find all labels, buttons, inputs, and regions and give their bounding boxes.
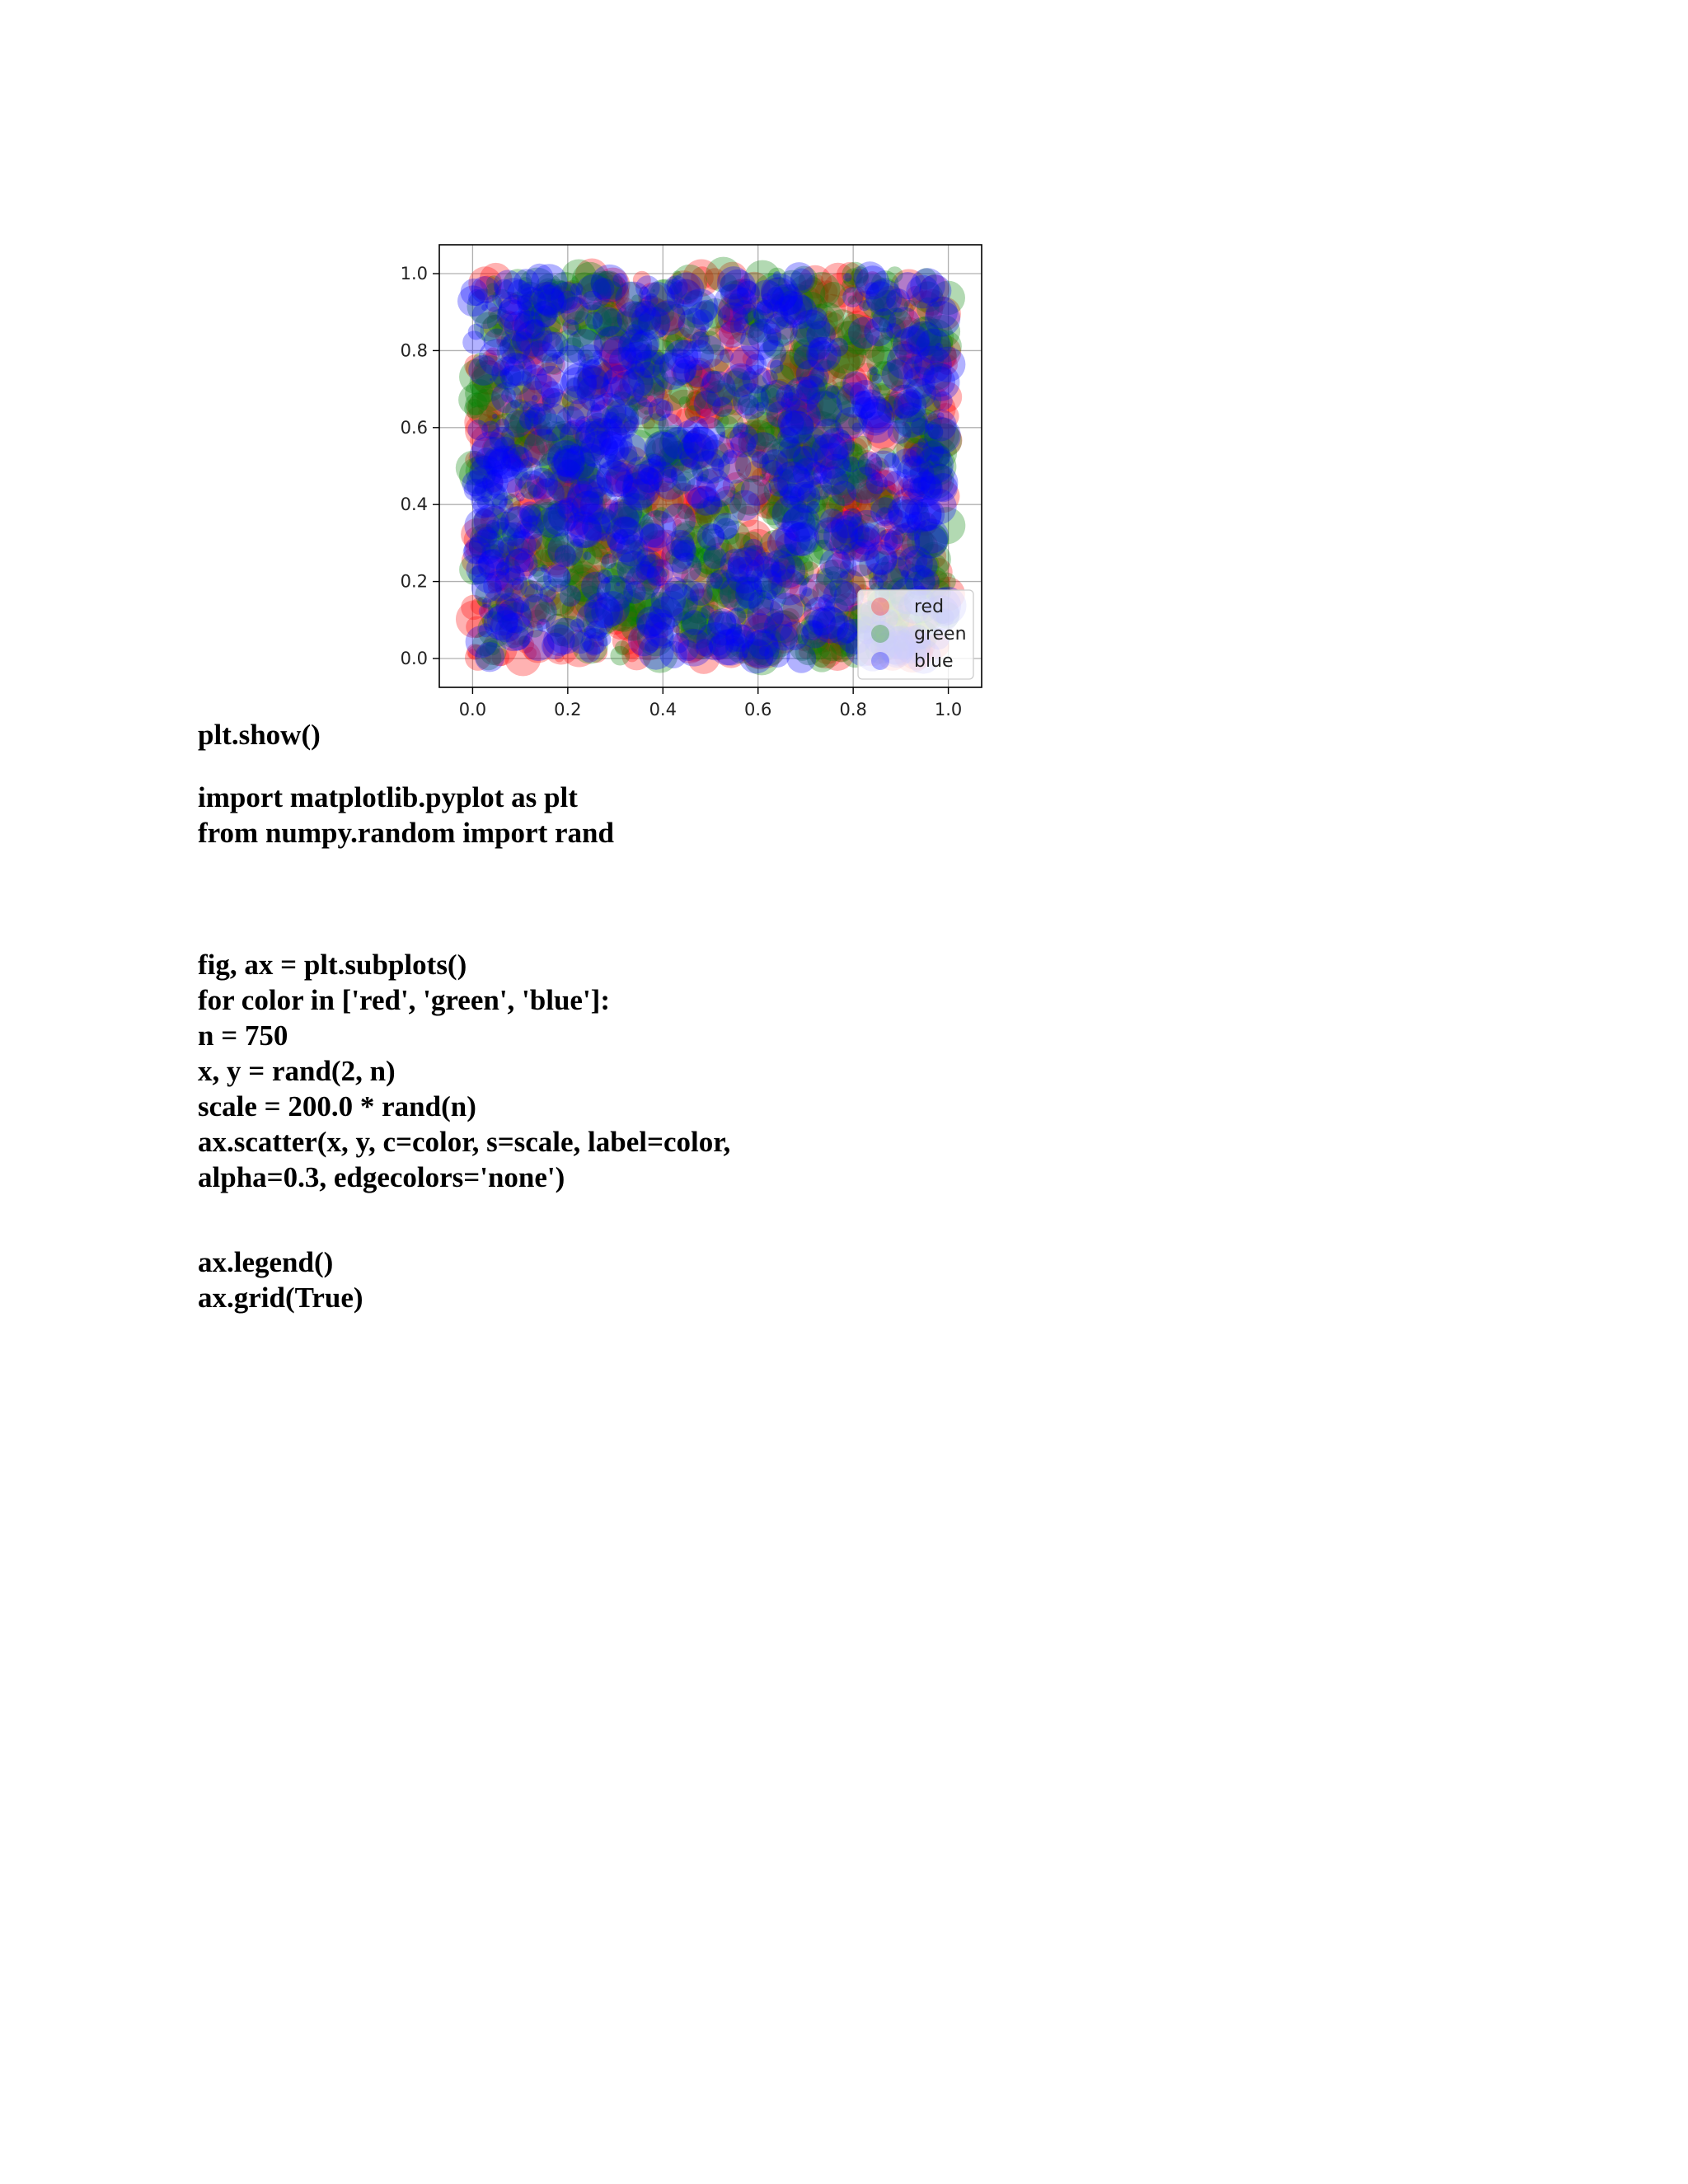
- scatter-point-blue: [809, 367, 829, 387]
- scatter-point-blue: [604, 577, 610, 583]
- scatter-point-blue: [623, 479, 655, 511]
- scatter-point-blue: [734, 317, 749, 333]
- scatter-point-blue: [568, 478, 604, 514]
- scatter-point-blue: [583, 551, 591, 560]
- y-tick-label: 1.0: [400, 264, 428, 284]
- x-tick-label: 0.2: [554, 700, 582, 719]
- scatter-point-blue: [464, 537, 491, 564]
- scatter-point-blue: [546, 429, 552, 435]
- scatter-point-blue: [528, 567, 551, 590]
- code-line-rand-xy: x, y = rand(2, n): [198, 1055, 396, 1087]
- scatter-point-blue: [741, 476, 771, 506]
- code-line-import-pyplot: import matplotlib.pyplot as plt: [198, 781, 578, 813]
- scatter-point-blue: [812, 606, 846, 640]
- scatter-point-blue: [738, 395, 759, 416]
- scatter-point-blue: [674, 540, 696, 562]
- scatter-point-blue: [595, 591, 630, 626]
- scatter-point-blue: [771, 624, 798, 650]
- scatter-point-blue: [519, 505, 542, 527]
- scatter-point-blue: [663, 469, 678, 484]
- scatter-point-blue: [756, 402, 765, 411]
- scatter-point-green: [615, 640, 630, 655]
- scatter-point-blue: [606, 412, 617, 424]
- scatter-point-blue: [593, 351, 602, 360]
- scatter-point-blue: [615, 282, 651, 318]
- y-tick-label: 0.4: [400, 494, 428, 515]
- code-line-grid: ax.grid(True): [198, 1282, 363, 1314]
- code-line-scatter-args: alpha=0.3, edgecolors='none'): [198, 1161, 565, 1193]
- scatter-point-blue: [748, 590, 774, 616]
- code-line-subplots: fig, ax = plt.subplots(): [198, 949, 467, 981]
- y-tick-label: 0.8: [400, 340, 428, 361]
- scatter-point-blue: [662, 427, 694, 459]
- scatter-point-blue: [937, 412, 945, 419]
- scatter-point-blue: [767, 401, 793, 428]
- code-line-legend: ax.legend(): [198, 1246, 334, 1278]
- scatter-point-blue: [506, 626, 531, 651]
- scatter-point-blue: [922, 440, 944, 462]
- legend-label-blue: blue: [914, 651, 954, 672]
- scatter-point-blue: [570, 516, 603, 548]
- scatter-point-blue: [781, 507, 816, 541]
- scatter-point-blue: [645, 639, 659, 653]
- scatter-point-blue: [492, 414, 497, 419]
- scatter-point-blue: [517, 287, 546, 316]
- scatter-point-blue: [743, 654, 748, 658]
- scatter-point-blue: [650, 301, 685, 335]
- scatter-point-blue: [583, 359, 603, 379]
- scatter-point-blue: [532, 395, 537, 401]
- scatter-point-blue: [579, 640, 601, 663]
- scatter-point-blue: [829, 338, 848, 357]
- code-line-scatter: ax.scatter(x, y, c=color, s=scale, label=color,: [198, 1126, 731, 1158]
- code-line-n: n = 750: [198, 1019, 288, 1052]
- scatter-point-blue: [787, 565, 796, 574]
- scatter-point-blue: [854, 261, 887, 294]
- scatter-point-blue: [724, 363, 757, 397]
- scatter-point-blue: [910, 477, 930, 497]
- scatter-point-blue: [725, 639, 738, 652]
- scatter-point-blue: [906, 321, 941, 357]
- scatter-point-blue: [884, 471, 908, 494]
- scatter-point-blue: [759, 646, 770, 657]
- scatter-point-blue: [779, 437, 801, 459]
- scatter-point-blue: [848, 510, 885, 547]
- scatter-point-blue: [902, 454, 910, 462]
- scatter-point-blue: [640, 554, 663, 578]
- scatter-point-blue: [826, 385, 839, 398]
- scatter-point-blue: [622, 366, 654, 397]
- scatter-point-blue: [504, 337, 509, 341]
- scatter-point-blue: [524, 429, 561, 466]
- scatter-point-blue: [872, 373, 882, 383]
- x-tick-label: 0.0: [458, 700, 487, 719]
- scatter-point-blue: [470, 456, 503, 489]
- scatter-point-blue: [783, 262, 815, 294]
- x-tick-label: 0.8: [839, 700, 867, 719]
- code-line-import-rand: from numpy.random import rand: [198, 817, 614, 849]
- legend-label-red: red: [914, 597, 945, 617]
- scatter-point-blue: [697, 523, 724, 551]
- scatter-point-blue: [832, 480, 857, 506]
- x-tick-label: 1.0: [934, 700, 963, 719]
- scatter-point-blue: [684, 581, 705, 602]
- scatter-point-blue: [479, 604, 494, 619]
- scatter-point-green: [465, 393, 487, 415]
- scatter-point-blue: [566, 398, 602, 434]
- scatter-point-blue: [717, 266, 750, 299]
- scatter-point-blue: [655, 401, 673, 419]
- y-tick-label: 0.0: [400, 648, 428, 668]
- scatter-point-blue: [562, 446, 596, 480]
- scatter-point-blue: [687, 561, 691, 565]
- scatter-point-blue: [695, 300, 717, 322]
- scatter-point-blue: [903, 355, 935, 387]
- x-tick-label: 0.4: [649, 700, 677, 719]
- scatter-point-blue: [859, 300, 870, 311]
- scatter-point-blue: [703, 495, 722, 514]
- scatter-point-blue: [884, 531, 903, 550]
- scatter-point-blue: [809, 337, 831, 359]
- scatter-point-blue: [843, 273, 852, 282]
- scatter-point-blue: [636, 607, 667, 637]
- scatter-point-blue: [475, 642, 504, 672]
- scatter-point-blue: [462, 330, 485, 354]
- scatter-point-blue: [692, 335, 724, 368]
- scatter-point-blue: [769, 477, 789, 497]
- scatter-point-blue: [910, 268, 945, 303]
- scatter-point-blue: [733, 422, 748, 438]
- scatter-point-blue: [720, 432, 725, 438]
- legend-marker-green: [871, 625, 889, 643]
- scatter-point-blue: [560, 297, 588, 325]
- scatter-point-blue: [504, 410, 532, 438]
- scatter-point-blue: [491, 382, 523, 414]
- legend-label-green: green: [914, 624, 967, 644]
- scatter-point-blue: [499, 333, 531, 364]
- y-tick-label: 0.6: [400, 417, 428, 438]
- legend-marker-blue: [871, 652, 889, 670]
- scatter-point-blue: [718, 450, 751, 483]
- scatter-point-blue: [547, 457, 551, 461]
- scatter-point-blue: [496, 593, 525, 621]
- scatter-chart: [379, 235, 997, 721]
- scatter-point-blue: [639, 510, 677, 548]
- scatter-point-blue: [707, 611, 742, 645]
- code-line-scale: scale = 200.0 * rand(n): [198, 1090, 476, 1122]
- scatter-point-blue: [602, 554, 617, 569]
- scatter-point-blue: [542, 633, 568, 659]
- scatter-point-blue: [613, 529, 628, 544]
- scatter-point-blue: [603, 370, 617, 384]
- scatter-point-blue: [848, 317, 880, 349]
- scatter-point-blue: [560, 585, 581, 607]
- scatter-point-blue: [593, 307, 622, 336]
- scatter-point-blue: [812, 433, 848, 469]
- scatter-point-blue: [625, 396, 654, 425]
- scatter-point-blue: [819, 548, 851, 579]
- code-line-for-loop: for color in ['red', 'green', 'blue']:: [198, 984, 610, 1016]
- scatter-point-blue: [586, 621, 607, 642]
- scatter-point-blue: [532, 330, 564, 363]
- scatter-point-blue: [763, 312, 798, 347]
- x-tick-label: 0.6: [744, 700, 772, 719]
- scatter-point-blue: [842, 371, 868, 396]
- scatter-point-blue: [565, 329, 603, 367]
- y-tick-label: 0.2: [400, 571, 428, 592]
- legend-marker-red: [871, 598, 889, 616]
- scatter-point-blue: [539, 471, 556, 488]
- scatter-point-blue: [507, 531, 537, 560]
- code-line-show: plt.show(): [198, 719, 321, 751]
- scatter-point-blue: [753, 552, 780, 579]
- scatter-point-blue: [666, 279, 682, 295]
- scatter-point-blue: [860, 396, 893, 429]
- scatter-point-blue: [682, 610, 706, 635]
- scatter-point-blue: [893, 389, 926, 422]
- scatter-point-blue: [889, 499, 922, 533]
- scatter-point-blue: [472, 301, 500, 329]
- scatter-point-blue: [770, 360, 784, 374]
- scatter-point-blue: [491, 494, 507, 509]
- scatter-point-blue: [494, 437, 516, 459]
